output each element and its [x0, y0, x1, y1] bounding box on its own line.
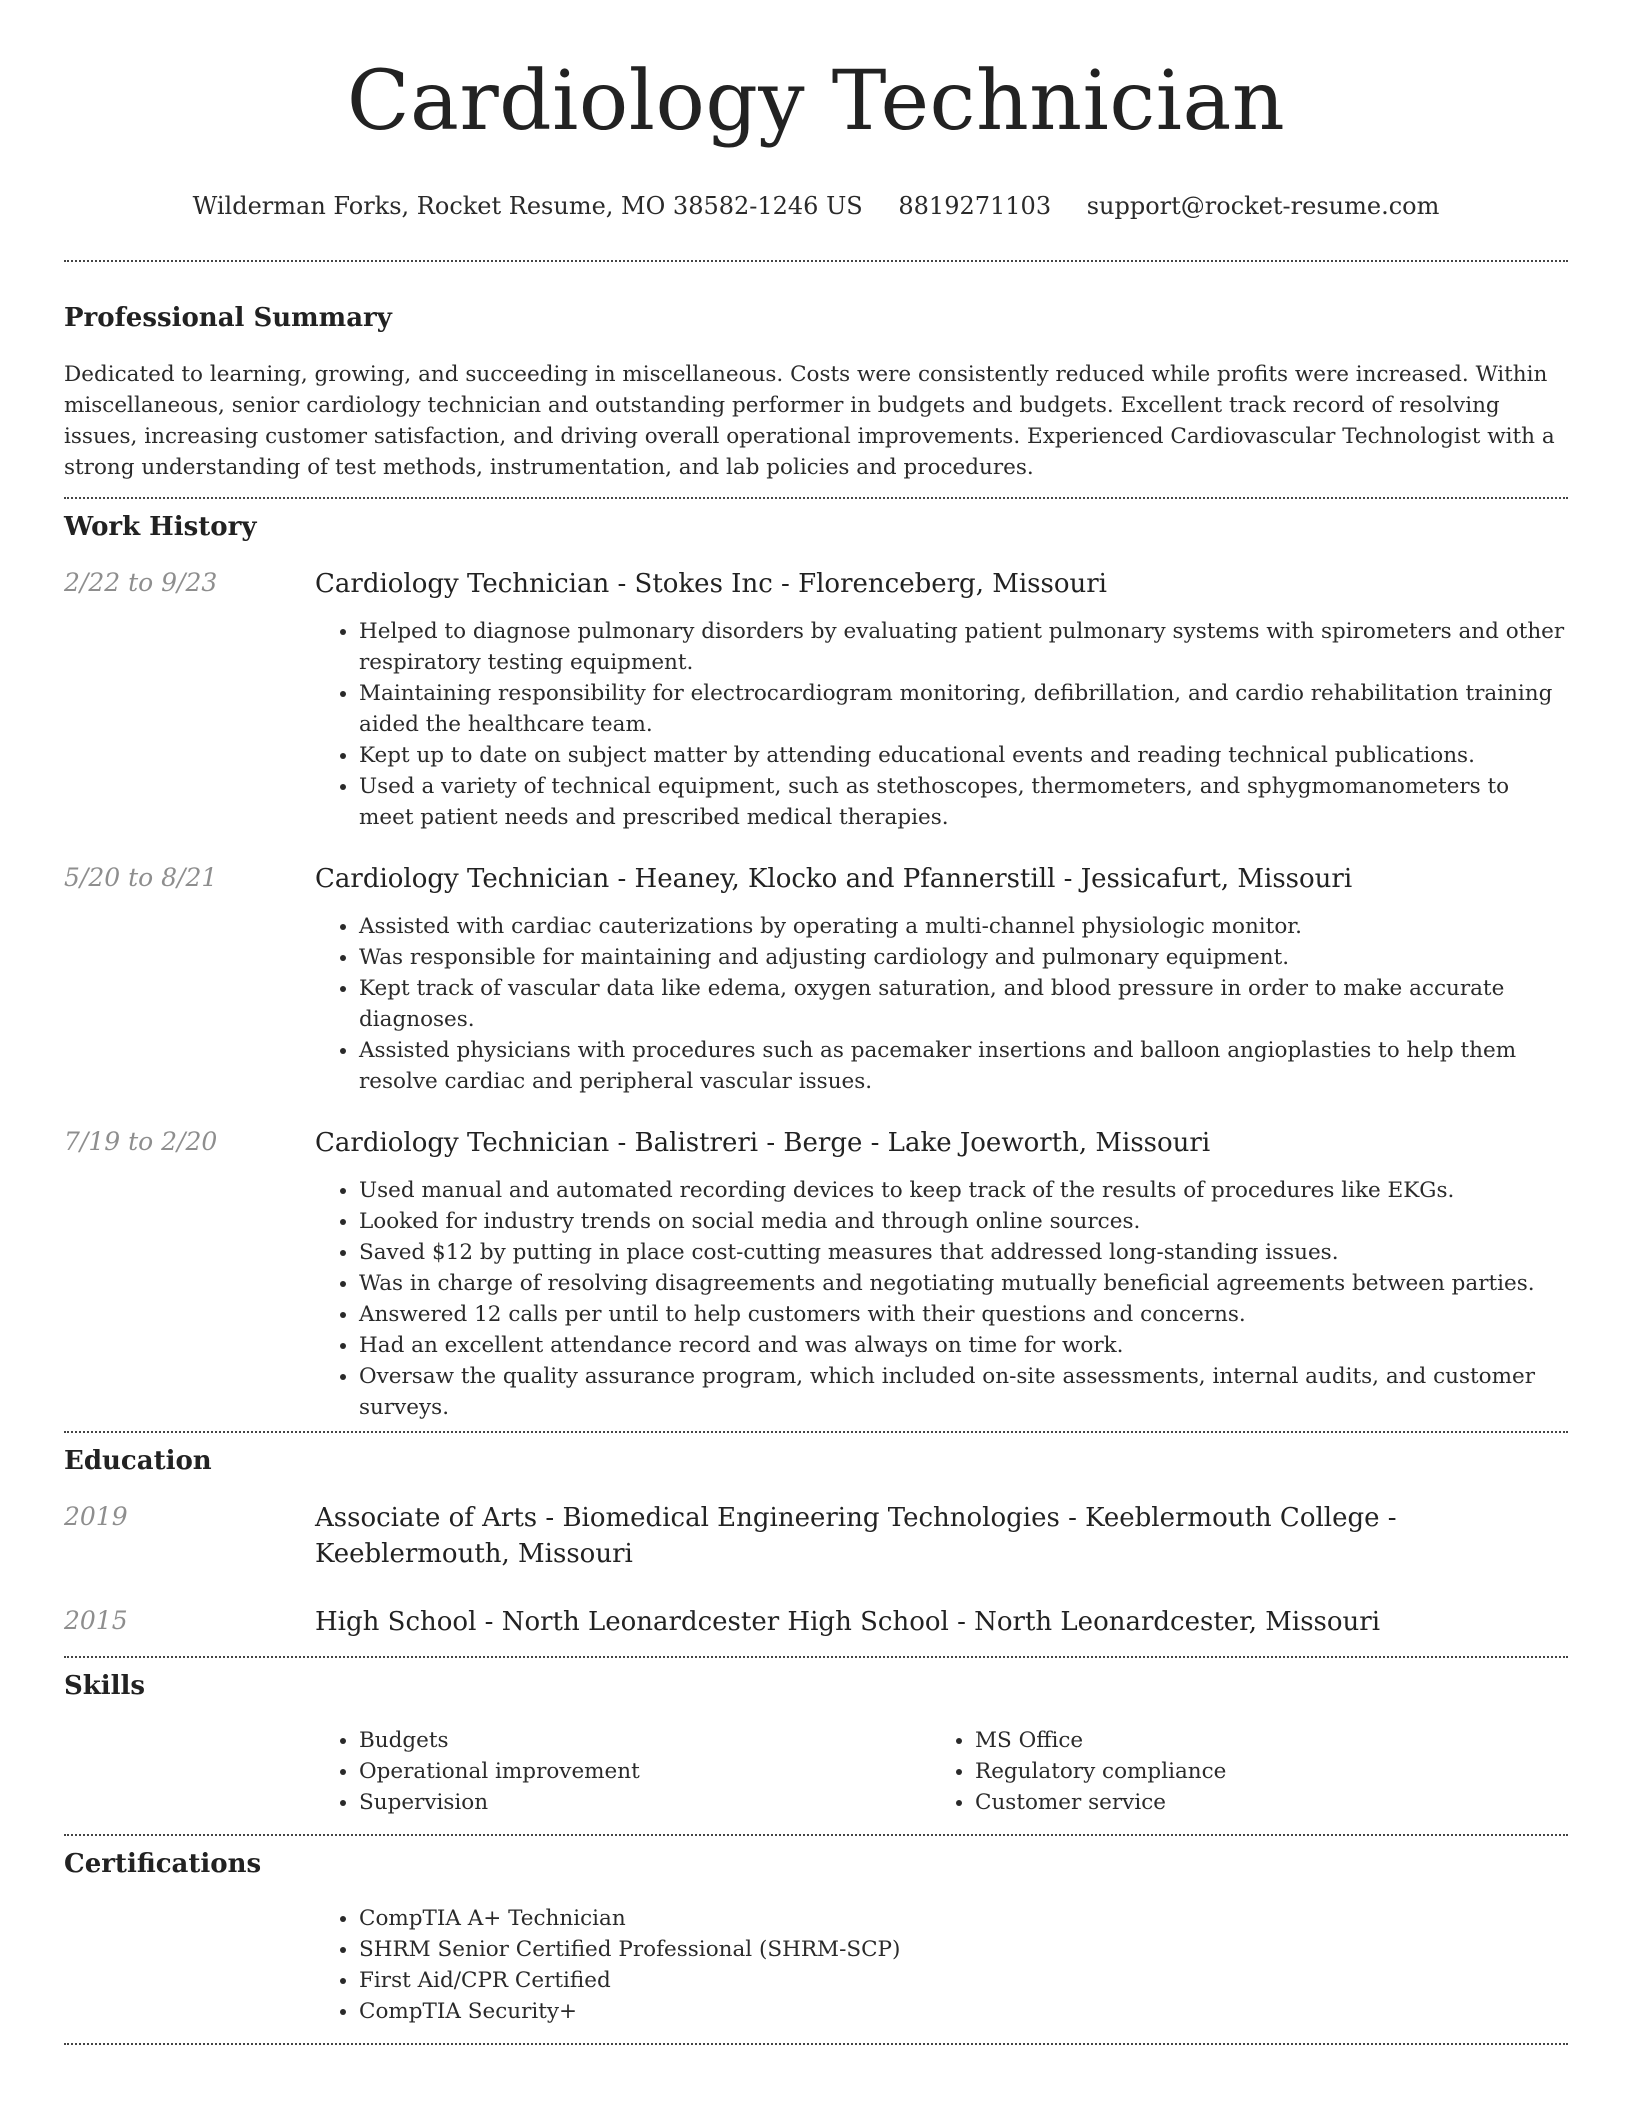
certification-item: • First Aid/CPR Certified	[359, 1965, 1568, 1996]
job-entry	[64, 1125, 1568, 1423]
list-item: • Helped to diagnose pulmonary disorders by evaluating patient pulmonary systems with spirometers and other respiratory testing equipment.	[359, 616, 1568, 678]
skill-item: • MS Office	[975, 1725, 1547, 1756]
summary-text: Dedicated to learning, growing, and succeeding in miscellaneous. Costs were consistently reduced while profits were increased. Within miscellaneous, senior cardiology technician and outstanding performer in budgets and budgets. Excellent track record of resolving issues, increasing customer satisfaction, and driving overall operational improvements. Experienced Cardiovascular Technologist with a strong understanding of test methods, instrumentation, and lab policies and procedures.	[64, 362, 1555, 480]
job-entry	[64, 861, 1568, 1097]
divider	[64, 1834, 1568, 1836]
job-bullets	[64, 1175, 1568, 1423]
list-item: • Maintaining responsibility for electrocardiogram monitoring, defibrillation, and cardio rehabilitation training aided the healthcare team.	[359, 678, 1568, 740]
list-item: • Had an excellent attendance record and was always on time for work.	[359, 1330, 1568, 1361]
certification-item: • CompTIA A+ Technician	[359, 1903, 1568, 1934]
job-dates: 7/19 to 2/20	[64, 1127, 218, 1156]
education-details: Associate of Arts - Biomedical Engineering Technologies - Keeblermouth College - Keeblermouth, Missouri	[315, 1503, 1397, 1569]
section-title-skills: Skills	[64, 1671, 146, 1701]
job-title: Cardiology Technician - Heaney, Klocko and Pfannerstill - Jessicafurt, Missouri	[315, 864, 1353, 894]
job-entry	[64, 566, 1568, 833]
section-title-education: Education	[64, 1446, 212, 1476]
contact-address: Wilderman Forks, Rocket Resume, MO 38582-1246 US	[192, 192, 863, 220]
candidate-name: Cardiology Technician	[346, 54, 1286, 149]
skill-item: • Regulatory compliance	[975, 1756, 1547, 1787]
list-item: • Used manual and automated recording devices to keep track of the results of procedures like EKGs.	[359, 1175, 1568, 1206]
list-item: • Assisted physicians with procedures such as pacemaker insertions and balloon angioplasties to help them resolve cardiac and peripheral vascular issues.	[359, 1035, 1568, 1097]
education-year: 2015	[64, 1606, 128, 1635]
job-dates: 2/22 to 9/23	[64, 568, 218, 597]
section-title-work-history: Work History	[64, 512, 257, 542]
certifications-list	[64, 1903, 1568, 2027]
job-title: Cardiology Technician - Stokes Inc - Florenceberg, Missouri	[315, 569, 1107, 599]
list-item: • Assisted with cardiac cauterizations by operating a multi-channel physiologic monitor.	[359, 911, 1568, 942]
contact-line	[64, 190, 1568, 222]
contact-phone: 8819271103	[898, 192, 1052, 220]
list-item: • Kept track of vascular data like edema, oxygen saturation, and blood pressure in order to make accurate diagnoses.	[359, 973, 1568, 1035]
divider	[64, 2043, 1568, 2045]
skill-item: • Operational improvement	[359, 1756, 931, 1787]
certification-item: • SHRM Senior Certified Professional (SHRM-SCP)	[359, 1934, 1568, 1965]
list-item: • Saved $12 by putting in place cost-cutting measures that addressed long-standing issues.	[359, 1237, 1568, 1268]
list-item: • Kept up to date on subject matter by attending educational events and reading technical publications.	[359, 740, 1568, 771]
job-dates: 5/20 to 8/21	[64, 863, 218, 892]
skills-list-left	[315, 1725, 931, 1818]
list-item: • Answered 12 calls per until to help customers with their questions and concerns.	[359, 1299, 1568, 1330]
skill-item: • Customer service	[975, 1787, 1547, 1818]
divider	[64, 1431, 1568, 1433]
skill-item: • Supervision	[359, 1787, 931, 1818]
job-bullets	[64, 911, 1568, 1097]
education-details: High School - North Leonardcester High School - North Leonardcester, Missouri	[315, 1607, 1381, 1637]
education-entry	[64, 1500, 1568, 1572]
section-title-certifications: Certifications	[64, 1849, 262, 1879]
education-year: 2019	[64, 1502, 128, 1531]
list-item: • Looked for industry trends on social media and through online sources.	[359, 1206, 1568, 1237]
contact-email: support@rocket-resume.com	[1086, 192, 1440, 220]
job-bullets	[64, 616, 1568, 833]
skills-list-right	[931, 1725, 1547, 1818]
section-title-summary: Professional Summary	[64, 303, 392, 333]
divider	[64, 497, 1568, 499]
divider	[64, 260, 1568, 262]
divider	[64, 1656, 1568, 1658]
job-title: Cardiology Technician - Balistreri - Berge - Lake Joeworth, Missouri	[315, 1128, 1211, 1158]
resume-page	[64, 0, 1568, 2045]
skills-columns	[315, 1725, 1568, 1818]
list-item: • Was responsible for maintaining and adjusting cardiology and pulmonary equipment.	[359, 942, 1568, 973]
skill-item: • Budgets	[359, 1725, 931, 1756]
list-item: • Was in charge of resolving disagreements and negotiating mutually beneficial agreements between parties.	[359, 1268, 1568, 1299]
certification-item: • CompTIA Security+	[359, 1996, 1568, 2027]
education-entry	[64, 1604, 1568, 1640]
list-item: • Used a variety of technical equipment, such as stethoscopes, thermometers, and sphygmomanometers to meet patient needs and prescribed medical therapies.	[359, 771, 1568, 833]
list-item: • Oversaw the quality assurance program, which included on-site assessments, internal audits, and customer surveys.	[359, 1361, 1568, 1423]
